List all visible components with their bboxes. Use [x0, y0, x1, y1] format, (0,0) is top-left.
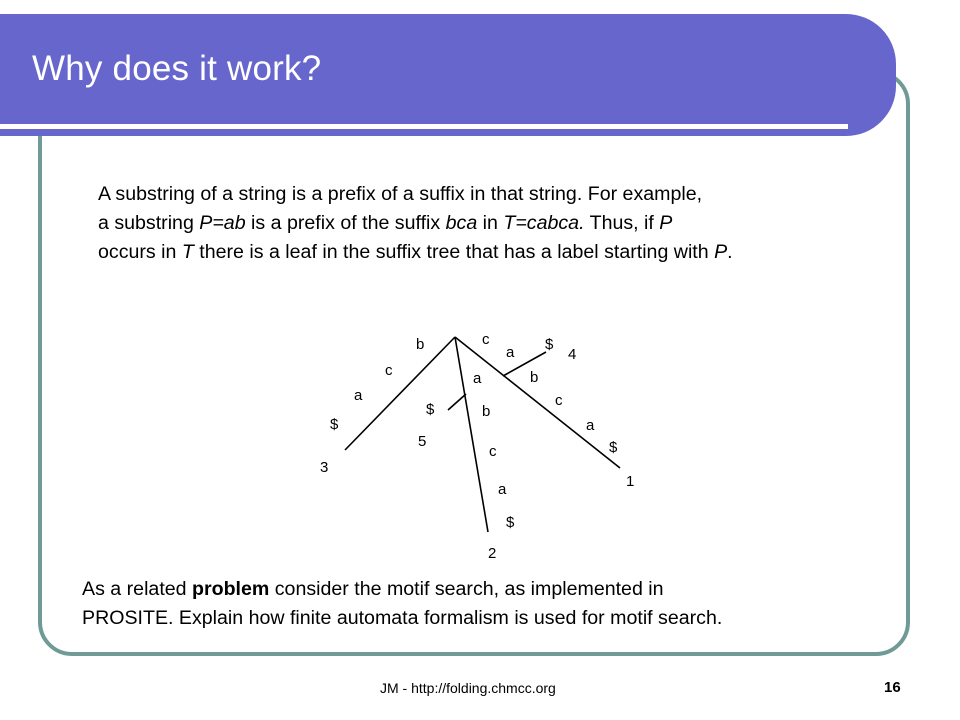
intro-line-3: occurs in T there is a leaf in the suffix tree that has a label starting with P.: [98, 241, 733, 263]
slide-title: Why does it work?: [32, 49, 322, 88]
intro-line-1: A substring of a string is a prefix of a suffix in that string. For example,: [98, 183, 703, 205]
exercise-paragraph: [82, 575, 722, 633]
label-c-right-2: c: [555, 392, 563, 409]
label-dollar-left: $: [330, 416, 339, 433]
label-a-right-2: a: [586, 417, 595, 434]
label-a-mid-2: a: [498, 481, 507, 498]
edge-to-leaf-5: [448, 394, 466, 410]
label-dollar-mid: $: [506, 514, 515, 531]
label-c-left: c: [385, 362, 393, 379]
leaf-1: 1: [626, 473, 635, 490]
edge-to-leaf-2: [455, 337, 491, 532]
label-a-right: a: [506, 344, 515, 361]
leaf-2: 2: [488, 545, 497, 562]
footer-credit: JM - http://folding.chmcc.org: [380, 680, 556, 696]
label-a-left: a: [354, 387, 363, 404]
label-dollar-ca: $: [545, 336, 554, 353]
label-b-mid: b: [482, 403, 491, 420]
label-c-right: c: [482, 331, 490, 348]
label-b-right: b: [530, 369, 539, 386]
intro-line-2: a substring P=ab is a prefix of the suffix bca in T=cabca. Thus, if P: [98, 212, 673, 234]
exercise-line-1: As a related problem consider the motif search, as implemented in: [82, 578, 664, 600]
label-a-mid: a: [473, 370, 482, 387]
label-b-left: b: [416, 336, 425, 353]
leaf-3: 3: [320, 459, 329, 476]
leaf-4: 4: [568, 346, 577, 363]
exercise-line-2: PROSITE. Explain how finite automata formalism is used for motif search.: [82, 607, 723, 629]
leaf-5: 5: [418, 433, 427, 450]
page-number: 16: [884, 679, 901, 696]
label-dollar-right: $: [609, 439, 618, 456]
label-c-mid: c: [489, 443, 497, 460]
label-dollar-a: $: [426, 401, 435, 418]
